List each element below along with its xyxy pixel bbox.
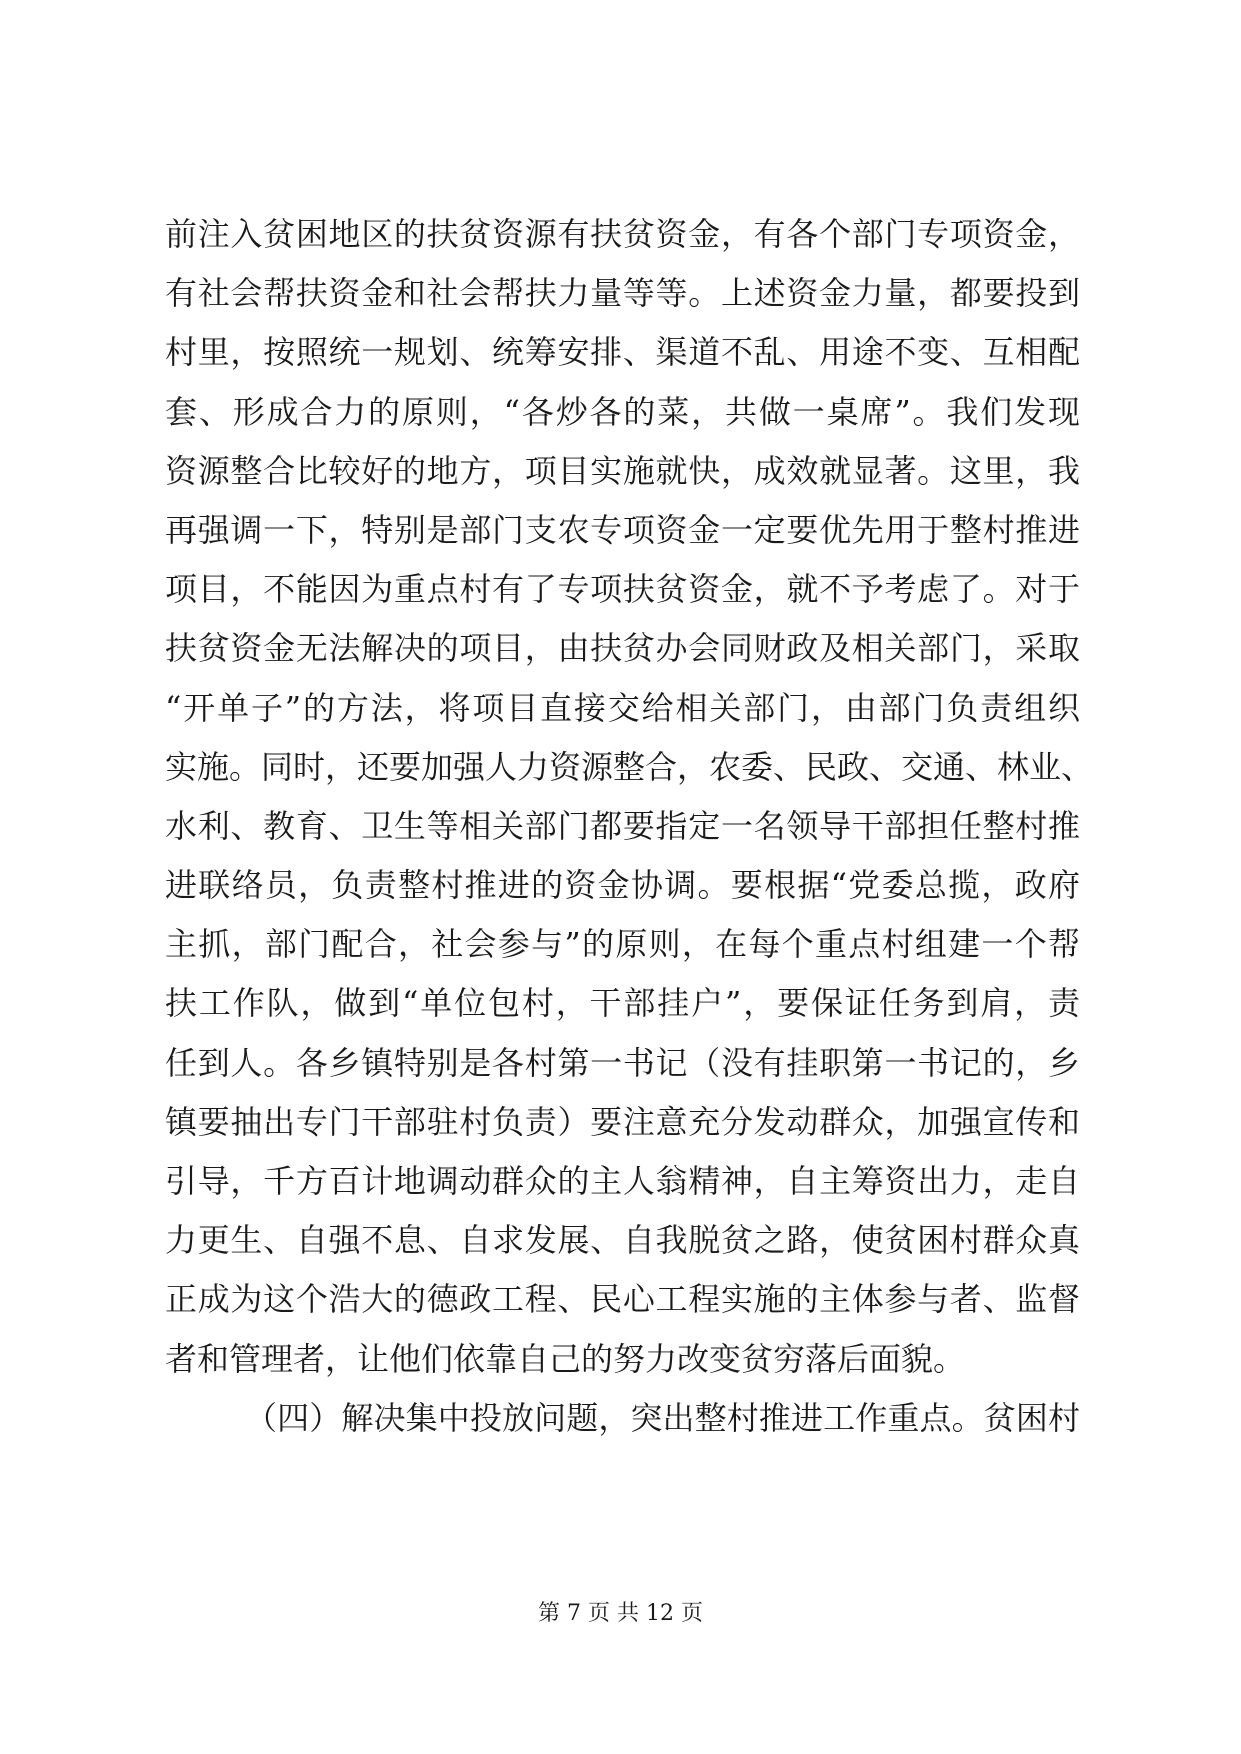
text-line: 主抓，部门配合，社会参与”的原则，在每个重点村组建一个帮 (165, 925, 1080, 964)
section-heading-line: （四）解决集中投放问题，突出整村推进工作重点。贫困村 (245, 1398, 1080, 1437)
text-line: 项目，不能因为重点村有了专项扶贫资金，就不予考虑了。对于 (165, 570, 1080, 609)
text-line: 任到人。各乡镇特别是各村第一书记（没有挂职第一书记的，乡 (165, 1043, 1080, 1082)
text-line: 正成为这个浩大的德政工程、民心工程实施的主体参与者、监督 (165, 1280, 1080, 1319)
text-line: 前注入贫困地区的扶贫资源有扶贫资金，有各个部门专项资金， (165, 215, 1080, 253)
text-line: 进联络员，负责整村推进的资金协调。要根据“党委总揽，政府 (165, 866, 1080, 905)
text-line: 水利、教育、卫生等相关部门都要指定一名领导干部担任整村推 (165, 806, 1080, 845)
text-line: 套、形成合力的原则，“各炒各的菜，共做一桌席”。我们发现 (165, 392, 1080, 431)
body-text (165, 205, 1094, 1448)
text-line: 引导，千方百计地调动群众的主人翁精神，自主筹资出力，走自 (165, 1162, 1080, 1200)
text-line: 有社会帮扶资金和社会帮扶力量等等。上述资金力量，都要投到 (165, 274, 1080, 313)
text-line: 再强调一下，特别是部门支农专项资金一定要优先用于整村推进 (165, 510, 1080, 549)
text-line: 扶工作队，做到“单位包村，干部挂户”，要保证任务到肩，责 (165, 984, 1080, 1023)
page-footer: 第 7 页 共 12 页 (538, 1601, 703, 1626)
text-line: 镇要抽出专门干部驻村负责）要注意充分发动群众，加强宣传和 (165, 1102, 1080, 1141)
paragraph-end-line: 者和管理者，让他们依靠自己的努力改变贫穷落后面貌。 (165, 1339, 966, 1378)
text-line: 实施。同时，还要加强人力资源整合，农委、民政、交通、林业、 (165, 747, 1094, 786)
text-line: “开单子”的方法，将项目直接交给相关部门，由部门负责组织 (165, 688, 1080, 727)
text-line: 力更生、自强不息、自求发展、自我脱贫之路，使贫困村群众真 (165, 1221, 1080, 1260)
text-line: 村里，按照统一规划、统筹安排、渠道不乱、用途不变、互相配 (165, 333, 1080, 372)
text-line: 扶贫资金无法解决的项目，由扶贫办会同财政及相关部门，采取 (165, 629, 1080, 668)
text-line: 资源整合比较好的地方，项目实施就快，成效就显著。这里，我 (165, 451, 1080, 490)
